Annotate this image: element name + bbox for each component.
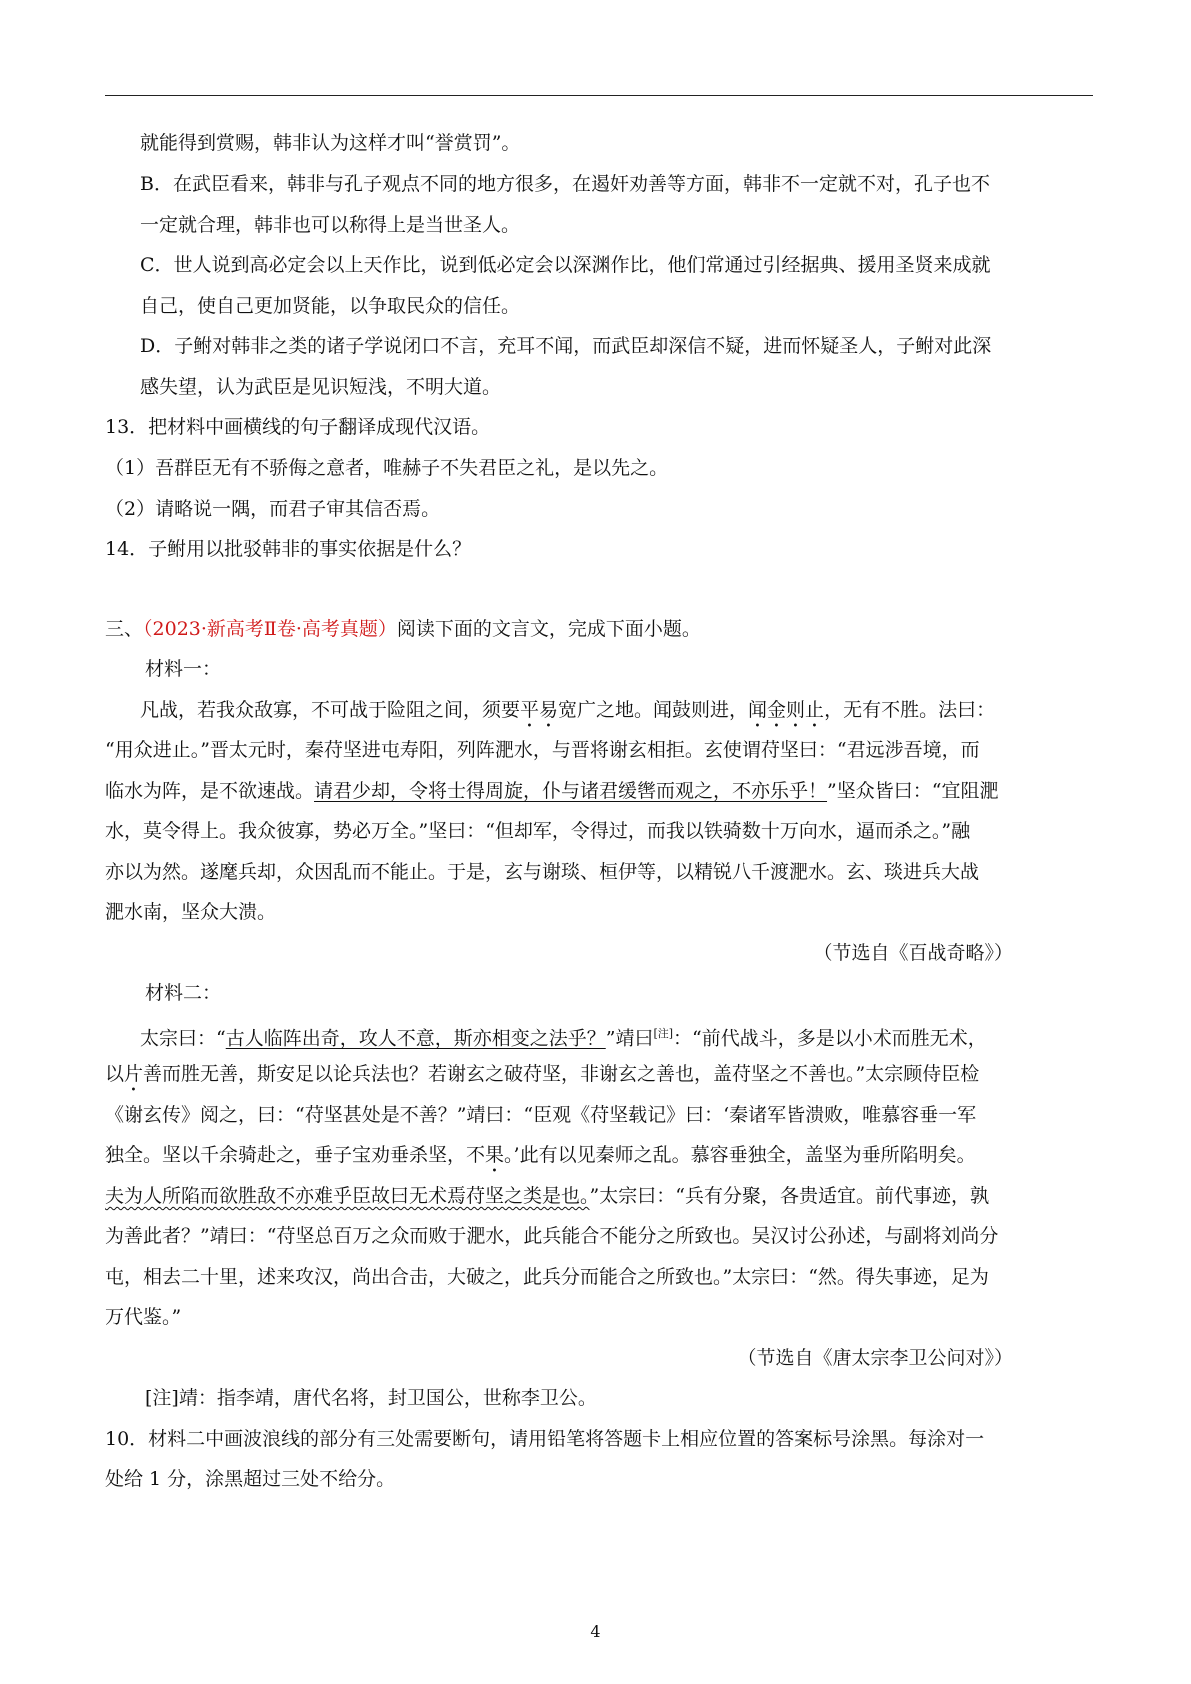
text-span: ，无有不胜。法曰： [824,699,996,721]
text-span: ”太宗曰：“兵有分聚，各贵适宜。前代事迹，孰 [589,1185,989,1207]
material-1-line2: “用众进止。”晋太元时，秦苻坚进屯寿阳，列阵淝水，与晋将谢玄相拒。玄使谓苻坚曰：“君远涉吾境，而 [105,739,980,761]
text-span: 宽广之地。闻鼓则进， [558,699,749,721]
dotted-text: 果 [485,1144,505,1166]
question-14: 14．子鲋用以批驳韩非的事实依据是什么？ [105,538,472,560]
text-span: 善而胜无善，斯安足以论兵法也？若谢玄之破苻坚，非谢玄之善也，盖苻坚之不善也。”太宗顾侍臣检 [143,1063,980,1085]
question-10-line2: 处给 1 分，涂黑超过三处不给分。 [105,1468,396,1490]
material-1-line3 [105,779,998,803]
section-instruction: 阅读下面的文言文，完成下面小题。 [396,618,701,640]
source-tag: （2023·新高考Ⅱ卷·高考真题） [143,618,397,640]
option-b-line1: B．在武臣看来，韩非与孔子观点不同的地方很多，在遏奸劝善等方面，韩非不一定就不对，孔子也不 [140,173,990,195]
header-rule [105,95,1093,96]
text-line: 就能得到赏赐，韩非认为这样才叫“誉赏罚”。 [140,132,521,154]
question-13-part2: （2）请略说一隅，而君子审其信否焉。 [105,498,441,520]
underlined-sentence: 请君少却，令将士得周旋，仆与诸君缓辔而观之，不亦乐乎！ [314,780,828,802]
section-3-heading [105,617,701,641]
question-13-part1: （1）吾群臣无有不骄侮之意者，唯赫子不失君臣之礼，是以先之。 [105,457,669,479]
material-2-line5 [105,1184,989,1208]
question-10-line1: 10．材料二中画波浪线的部分有三处需要断句，请用铅笔将答题卡上相应位置的答案标号涂黑。每涂对一 [105,1428,985,1450]
material-2-line6: 为善此者？”靖曰：“苻坚总百万之众而败于淝水，此兵能合不能分之所致也。吴汉讨公孙述，与副将刘尚分 [105,1225,999,1247]
material-2-source: （节选自《唐太宗李卫公问对》） [737,1347,1013,1369]
material-1-line6: 淝水南，坚众大溃。 [105,901,277,923]
material-2-line3: 《谢玄传》阅之，曰：“苻坚甚处是不善？”靖曰：“臣观《苻坚载记》曰：‘秦诸军皆溃败，唯慕容垂一军 [105,1104,977,1126]
text-span: 独全。坚以千余骑赴之，垂子宝劝垂杀坚，不 [105,1144,486,1166]
option-d-line2: 感失望，认为武臣是见识短浅，不明大道。 [140,376,502,398]
section-prefix: 三、 [105,618,144,640]
material-1-source: （节选自《百战奇略》） [813,942,1013,964]
dotted-text: 闻金则止 [748,699,825,721]
option-b-line2: 一定就合理，韩非也可以称得上是当世圣人。 [140,214,521,236]
option-c-line2: 自己，使自己更加贤能，以争取民众的信任。 [140,295,521,317]
wavy-underlined-sentence: 夫为人所陷而欲胜敌不亦难乎臣故曰无术焉苻坚之类是也。 [105,1185,590,1207]
text-span: 太宗曰：“ [140,1027,226,1050]
dotted-text: 片 [124,1063,144,1085]
text-span: ：“前代战斗，多是以小术而胜无术， [673,1027,987,1050]
material-1-label: 材料一： [145,658,222,680]
note-marker: [注] [653,1027,674,1040]
option-c-line1: C．世人说到高必定会以上天作比，说到低必定会以深渊作比，他们常通过引经据典、援用圣贤来成就 [140,254,991,276]
material-1-line1 [140,698,995,732]
text-span: 临水为阵，是不欲速战。 [105,780,315,802]
page-number: 4 [590,1622,601,1641]
text-span: ”靖曰 [605,1027,654,1050]
material-2-line8: 万代鉴。” [105,1306,182,1328]
material-2-line1 [140,1022,987,1050]
text-span: ”坚众皆曰：“宜阻淝 [827,780,999,802]
question-13: 13．把材料中画横线的句子翻译成现代汉语。 [105,416,491,438]
option-d-line1: D．子鲋对韩非之类的诸子学说闭口不言，充耳不闻，而武臣却深信不疑，进而怀疑圣人，子鲋对此深 [140,335,992,357]
material-2-line7: 屯，相去二十里，述来攻汉，尚出合击，大破之，此兵分而能合之所致也。”太宗曰：“然。得失事迹，足为 [105,1266,989,1288]
dotted-text: 平易 [520,699,559,721]
annotation-note: [注]靖：指李靖，唐代名将，封卫国公，世称李卫公。 [145,1387,597,1409]
material-2-line2 [105,1062,979,1096]
material-1-line4: 水，莫令得上。我众彼寡，势必万全。”坚曰：“但却军，令得过，而我以铁骑数十万向水，逼而杀之。”融 [105,820,971,842]
material-1-line5: 亦以为然。遂麾兵却，众因乱而不能止。于是，玄与谢琰、桓伊等，以精锐八千渡淝水。玄、琰进兵大战 [105,861,980,883]
material-2-line4 [105,1143,976,1177]
text-span: 以 [105,1063,125,1085]
underlined-sentence: 古人临阵出奇，攻人不意，斯亦相变之法乎？ [225,1027,606,1050]
material-2-label: 材料二： [145,982,222,1004]
text-span: 凡战，若我众敌寡，不可战于险阻之间，须要 [140,699,521,721]
text-span: 。’此有以见秦师之乱。慕容垂独全，盖坚为垂所陷明矣。 [504,1144,976,1166]
